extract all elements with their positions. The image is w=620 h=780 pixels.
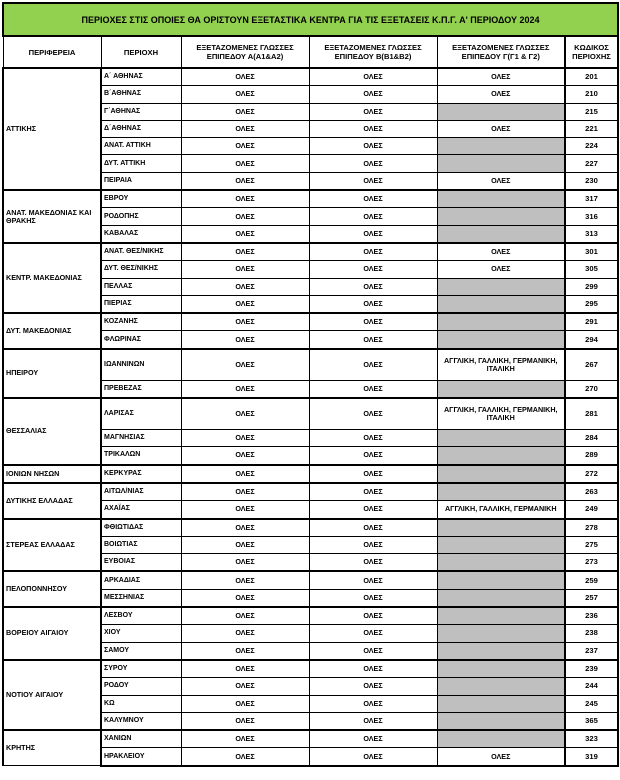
level-c-value: ΟΛΕΣ [437, 748, 565, 766]
area-code: 291 [565, 313, 618, 331]
area-code: 323 [565, 730, 618, 748]
level-c-value [437, 695, 565, 712]
area-name: ΚΑΒΑΛΑΣ [101, 225, 181, 243]
level-b-value: ΟΛΕΣ [309, 712, 437, 730]
area-name: ΡΟΔΟΥ [101, 678, 181, 695]
header-level-c: ΕΞΕΤΑΖΟΜΕΝΕΣ ΓΛΩΣΣΕΣ ΕΠΙΠΕΔΟΥ Γ(Γ1 & Γ2) [437, 36, 565, 68]
region-name: ΑΝΑΤ. ΜΑΚΕΔΟΝΙΑΣ ΚΑΙ ΘΡΑΚΗΣ [3, 190, 101, 243]
area-name: ΚΕΡΚΥΡΑΣ [101, 465, 181, 483]
area-name: ΧΑΝΙΩΝ [101, 730, 181, 748]
level-c-value [437, 190, 565, 208]
level-a-value: ΟΛΕΣ [181, 331, 309, 349]
area-name: ΣΥΡΟΥ [101, 660, 181, 678]
level-c-value [437, 589, 565, 607]
table-row [3, 313, 618, 331]
table-row [3, 243, 618, 261]
region-name: ΠΕΛΟΠΟΝΝΗΣΟΥ [3, 571, 101, 607]
level-b-value: ΟΛΕΣ [309, 261, 437, 278]
area-name: ΙΩΑΝΝΙΝΩΝ [101, 349, 181, 381]
exam-centers-table [2, 2, 619, 767]
area-name: ΠΡΕΒΕΖΑΣ [101, 380, 181, 398]
level-b-value: ΟΛΕΣ [309, 349, 437, 381]
area-name: ΚΑΛΥΜΝΟΥ [101, 712, 181, 730]
level-c-value: ΑΓΓΛΙΚΗ, ΓΑΛΛΙΚΗ, ΓΕΡΜΑΝΙΚΗ [437, 501, 565, 519]
table-row [3, 519, 618, 537]
area-name: ΠΙΕΡΙΑΣ [101, 295, 181, 313]
level-b-value: ΟΛΕΣ [309, 208, 437, 225]
area-code: 224 [565, 138, 618, 155]
area-code: 236 [565, 607, 618, 625]
level-a-value: ΟΛΕΣ [181, 571, 309, 589]
area-code: 230 [565, 172, 618, 190]
level-a-value: ΟΛΕΣ [181, 138, 309, 155]
area-name: ΑΡΚΑΔΙΑΣ [101, 571, 181, 589]
level-b-value: ΟΛΕΣ [309, 278, 437, 295]
level-a-value: ΟΛΕΣ [181, 554, 309, 572]
level-c-value [437, 730, 565, 748]
area-code: 210 [565, 86, 618, 103]
level-c-value: ΑΓΓΛΙΚΗ, ΓΑΛΛΙΚΗ, ΓΕΡΜΑΝΙΚΗ, ΙΤΑΛΙΚΗ [437, 349, 565, 381]
level-b-value: ΟΛΕΣ [309, 120, 437, 137]
area-name: ΦΛΩΡΙΝΑΣ [101, 331, 181, 349]
area-name: ΜΑΓΝΗΣΙΑΣ [101, 430, 181, 447]
header-code: ΚΩΔΙΚΟΣ ΠΕΡΙΟΧΗΣ [565, 36, 618, 68]
header-level-b: ΕΞΕΤΑΖΟΜΕΝΕΣ ΓΛΩΣΣΕΣ ΕΠΙΠΕΔΟΥ Β(Β1&Β2) [309, 36, 437, 68]
level-a-value: ΟΛΕΣ [181, 642, 309, 660]
level-b-value: ΟΛΕΣ [309, 68, 437, 86]
level-b-value: ΟΛΕΣ [309, 748, 437, 766]
header-level-a: ΕΞΕΤΑΖΟΜΕΝΕΣ ΓΛΩΣΣΕΣ ΕΠΙΠΕΔΟΥ Α(Α1&Α2) [181, 36, 309, 68]
level-a-value: ΟΛΕΣ [181, 349, 309, 381]
table-row [3, 607, 618, 625]
level-b-value: ΟΛΕΣ [309, 730, 437, 748]
area-code: 295 [565, 295, 618, 313]
level-c-value [437, 483, 565, 501]
area-name: ΧΙΟΥ [101, 625, 181, 642]
area-code: 278 [565, 519, 618, 537]
level-c-value [437, 155, 565, 172]
area-name: ΑΙΤΩΛ/ΝΙΑΣ [101, 483, 181, 501]
level-b-value: ΟΛΕΣ [309, 331, 437, 349]
level-a-value: ΟΛΕΣ [181, 295, 309, 313]
region-name: ΚΕΝΤΡ. ΜΑΚΕΔΟΝΙΑΣ [3, 243, 101, 313]
area-code: 305 [565, 261, 618, 278]
level-b-value: ΟΛΕΣ [309, 642, 437, 660]
level-c-value [437, 660, 565, 678]
level-c-value [437, 225, 565, 243]
area-name: ΑΝΑΤ. ΑΤΤΙΚΗ [101, 138, 181, 155]
table-row [3, 190, 618, 208]
level-c-value [437, 536, 565, 553]
level-c-value [437, 607, 565, 625]
level-a-value: ΟΛΕΣ [181, 243, 309, 261]
area-name: ΦΘΙΩΤΙΔΑΣ [101, 519, 181, 537]
area-name: ΒΟΙΩΤΙΑΣ [101, 536, 181, 553]
region-name: ΘΕΣΣΑΛΙΑΣ [3, 398, 101, 465]
area-name: ΚΟΖΑΝΗΣ [101, 313, 181, 331]
level-b-value: ΟΛΕΣ [309, 398, 437, 430]
area-name: Γ΄ΑΘΗΝΑΣ [101, 103, 181, 120]
area-name: Β΄ΑΘΗΝΑΣ [101, 86, 181, 103]
region-name: ΝΟΤΙΟΥ ΑΙΓΑΙΟΥ [3, 660, 101, 730]
table-row [3, 571, 618, 589]
area-code: 319 [565, 748, 618, 766]
level-a-value: ΟΛΕΣ [181, 278, 309, 295]
level-a-value: ΟΛΕΣ [181, 607, 309, 625]
area-code: 284 [565, 430, 618, 447]
level-b-value: ΟΛΕΣ [309, 295, 437, 313]
level-a-value: ΟΛΕΣ [181, 172, 309, 190]
table-row [3, 660, 618, 678]
area-name: Δ΄ΑΘΗΝΑΣ [101, 120, 181, 137]
level-a-value: ΟΛΕΣ [181, 625, 309, 642]
level-c-value [437, 519, 565, 537]
table-row [3, 465, 618, 483]
table-row [3, 483, 618, 501]
level-a-value: ΟΛΕΣ [181, 225, 309, 243]
area-name: ΡΟΔΟΠΗΣ [101, 208, 181, 225]
region-name: ΔΥΤΙΚΗΣ ΕΛΛΑΔΑΣ [3, 483, 101, 519]
level-b-value: ΟΛΕΣ [309, 243, 437, 261]
level-b-value: ΟΛΕΣ [309, 571, 437, 589]
level-c-value [437, 208, 565, 225]
level-c-value [437, 678, 565, 695]
level-c-value: ΟΛΕΣ [437, 120, 565, 137]
area-name: ΑΝΑΤ. ΘΕΣ/ΝΙΚΗΣ [101, 243, 181, 261]
area-code: 249 [565, 501, 618, 519]
level-a-value: ΟΛΕΣ [181, 483, 309, 501]
area-name: ΠΕΙΡΑΙΑ [101, 172, 181, 190]
level-c-value: ΑΓΓΛΙΚΗ, ΓΑΛΛΙΚΗ, ΓΕΡΜΑΝΙΚΗ, ΙΤΑΛΙΚΗ [437, 398, 565, 430]
level-b-value: ΟΛΕΣ [309, 554, 437, 572]
level-a-value: ΟΛΕΣ [181, 712, 309, 730]
area-code: 259 [565, 571, 618, 589]
area-code: 257 [565, 589, 618, 607]
region-name: ΙΟΝΙΩΝ ΝΗΣΩΝ [3, 465, 101, 483]
level-c-value [437, 313, 565, 331]
header-row [3, 36, 618, 68]
level-b-value: ΟΛΕΣ [309, 225, 437, 243]
level-c-value [437, 430, 565, 447]
level-a-value: ΟΛΕΣ [181, 208, 309, 225]
title-row [3, 3, 618, 36]
level-a-value: ΟΛΕΣ [181, 120, 309, 137]
area-name: ΕΒΡΟΥ [101, 190, 181, 208]
area-code: 294 [565, 331, 618, 349]
level-b-value: ΟΛΕΣ [309, 103, 437, 120]
level-c-value [437, 138, 565, 155]
level-c-value [437, 278, 565, 295]
region-name: ΚΡΗΤΗΣ [3, 730, 101, 766]
level-c-value: ΟΛΕΣ [437, 86, 565, 103]
region-name: ΑΤΤΙΚΗΣ [3, 68, 101, 190]
area-code: 365 [565, 712, 618, 730]
level-b-value: ΟΛΕΣ [309, 501, 437, 519]
area-name: ΜΕΣΣΗΝΙΑΣ [101, 589, 181, 607]
area-name: ΔΥΤ. ΘΕΣ/ΝΙΚΗΣ [101, 261, 181, 278]
level-c-value: ΟΛΕΣ [437, 172, 565, 190]
area-code: 201 [565, 68, 618, 86]
level-a-value: ΟΛΕΣ [181, 501, 309, 519]
level-b-value: ΟΛΕΣ [309, 519, 437, 537]
level-b-value: ΟΛΕΣ [309, 380, 437, 398]
level-a-value: ΟΛΕΣ [181, 380, 309, 398]
level-b-value: ΟΛΕΣ [309, 465, 437, 483]
level-b-value: ΟΛΕΣ [309, 695, 437, 712]
level-a-value: ΟΛΕΣ [181, 398, 309, 430]
level-b-value: ΟΛΕΣ [309, 155, 437, 172]
level-b-value: ΟΛΕΣ [309, 138, 437, 155]
level-a-value: ΟΛΕΣ [181, 465, 309, 483]
level-a-value: ΟΛΕΣ [181, 589, 309, 607]
header-area: ΠΕΡΙΟΧΗ [101, 36, 181, 68]
level-c-value: ΟΛΕΣ [437, 68, 565, 86]
level-a-value: ΟΛΕΣ [181, 678, 309, 695]
area-code: 273 [565, 554, 618, 572]
region-name: ΗΠΕΙΡΟΥ [3, 349, 101, 398]
level-a-value: ΟΛΕΣ [181, 68, 309, 86]
level-b-value: ΟΛΕΣ [309, 483, 437, 501]
area-name: ΗΡΑΚΛΕΙΟΥ [101, 748, 181, 766]
level-b-value: ΟΛΕΣ [309, 607, 437, 625]
level-a-value: ΟΛΕΣ [181, 519, 309, 537]
level-a-value: ΟΛΕΣ [181, 748, 309, 766]
level-c-value [437, 625, 565, 642]
document-title: ΠΕΡΙΟΧΕΣ ΣΤΙΣ ΟΠΟΙΕΣ ΘΑ ΟΡΙΣΤΟΥΝ ΕΞΕΤΑΣΤΙΚΑ ΚΕΝΤΡΑ ΓΙΑ ΤΙΣ ΕΞΕΤΑΣΕΙΣ Κ.Π.Γ. Α' ΠΕΡΙΟΔΟΥ 2024 [3, 3, 618, 36]
area-name: ΑΧΑΪΑΣ [101, 501, 181, 519]
level-c-value [437, 712, 565, 730]
level-c-value [437, 331, 565, 349]
area-name: ΛΕΣΒΟΥ [101, 607, 181, 625]
level-a-value: ΟΛΕΣ [181, 730, 309, 748]
level-b-value: ΟΛΕΣ [309, 447, 437, 465]
table-row [3, 398, 618, 430]
level-a-value: ΟΛΕΣ [181, 86, 309, 103]
level-b-value: ΟΛΕΣ [309, 589, 437, 607]
area-code: 244 [565, 678, 618, 695]
area-code: 270 [565, 380, 618, 398]
area-code: 316 [565, 208, 618, 225]
level-c-value: ΟΛΕΣ [437, 243, 565, 261]
area-code: 267 [565, 349, 618, 381]
level-b-value: ΟΛΕΣ [309, 660, 437, 678]
table-row [3, 349, 618, 381]
level-a-value: ΟΛΕΣ [181, 103, 309, 120]
level-b-value: ΟΛΕΣ [309, 313, 437, 331]
level-c-value [437, 295, 565, 313]
area-code: 313 [565, 225, 618, 243]
area-name: ΚΩ [101, 695, 181, 712]
area-code: 299 [565, 278, 618, 295]
table-row [3, 68, 618, 86]
area-code: 263 [565, 483, 618, 501]
level-c-value [437, 103, 565, 120]
area-name: ΤΡΙΚΑΛΩΝ [101, 447, 181, 465]
area-code: 272 [565, 465, 618, 483]
level-a-value: ΟΛΕΣ [181, 155, 309, 172]
area-code: 289 [565, 447, 618, 465]
header-region: ΠΕΡΙΦΕΡΕΙΑ [3, 36, 101, 68]
area-code: 245 [565, 695, 618, 712]
level-a-value: ΟΛΕΣ [181, 261, 309, 278]
level-b-value: ΟΛΕΣ [309, 430, 437, 447]
level-c-value [437, 554, 565, 572]
area-name: ΛΑΡΙΣΑΣ [101, 398, 181, 430]
region-name: ΒΟΡΕΙΟΥ ΑΙΓΑΙΟΥ [3, 607, 101, 660]
level-c-value [437, 642, 565, 660]
area-name: Α΄ ΑΘΗΝΑΣ [101, 68, 181, 86]
area-name: ΔΥΤ. ΑΤΤΙΚΗ [101, 155, 181, 172]
level-a-value: ΟΛΕΣ [181, 313, 309, 331]
area-code: 275 [565, 536, 618, 553]
area-code: 237 [565, 642, 618, 660]
area-code: 221 [565, 120, 618, 137]
level-b-value: ΟΛΕΣ [309, 536, 437, 553]
level-c-value [437, 447, 565, 465]
level-a-value: ΟΛΕΣ [181, 536, 309, 553]
region-name: ΣΤΕΡΕΑΣ ΕΛΛΑΔΑΣ [3, 519, 101, 572]
area-code: 227 [565, 155, 618, 172]
table-body [3, 3, 618, 766]
level-a-value: ΟΛΕΣ [181, 190, 309, 208]
area-code: 215 [565, 103, 618, 120]
level-b-value: ΟΛΕΣ [309, 86, 437, 103]
level-b-value: ΟΛΕΣ [309, 625, 437, 642]
area-name: ΕΥΒΟΙΑΣ [101, 554, 181, 572]
area-code: 281 [565, 398, 618, 430]
level-c-value [437, 571, 565, 589]
level-b-value: ΟΛΕΣ [309, 678, 437, 695]
level-c-value [437, 465, 565, 483]
region-name: ΔΥΤ. ΜΑΚΕΔΟΝΙΑΣ [3, 313, 101, 349]
level-a-value: ΟΛΕΣ [181, 695, 309, 712]
level-b-value: ΟΛΕΣ [309, 172, 437, 190]
area-name: ΣΑΜΟΥ [101, 642, 181, 660]
level-c-value [437, 380, 565, 398]
area-code: 301 [565, 243, 618, 261]
level-c-value: ΟΛΕΣ [437, 261, 565, 278]
area-name: ΠΕΛΛΑΣ [101, 278, 181, 295]
level-a-value: ΟΛΕΣ [181, 447, 309, 465]
level-a-value: ΟΛΕΣ [181, 430, 309, 447]
area-code: 317 [565, 190, 618, 208]
table-row [3, 730, 618, 748]
level-b-value: ΟΛΕΣ [309, 190, 437, 208]
area-code: 238 [565, 625, 618, 642]
area-code: 239 [565, 660, 618, 678]
level-a-value: ΟΛΕΣ [181, 660, 309, 678]
